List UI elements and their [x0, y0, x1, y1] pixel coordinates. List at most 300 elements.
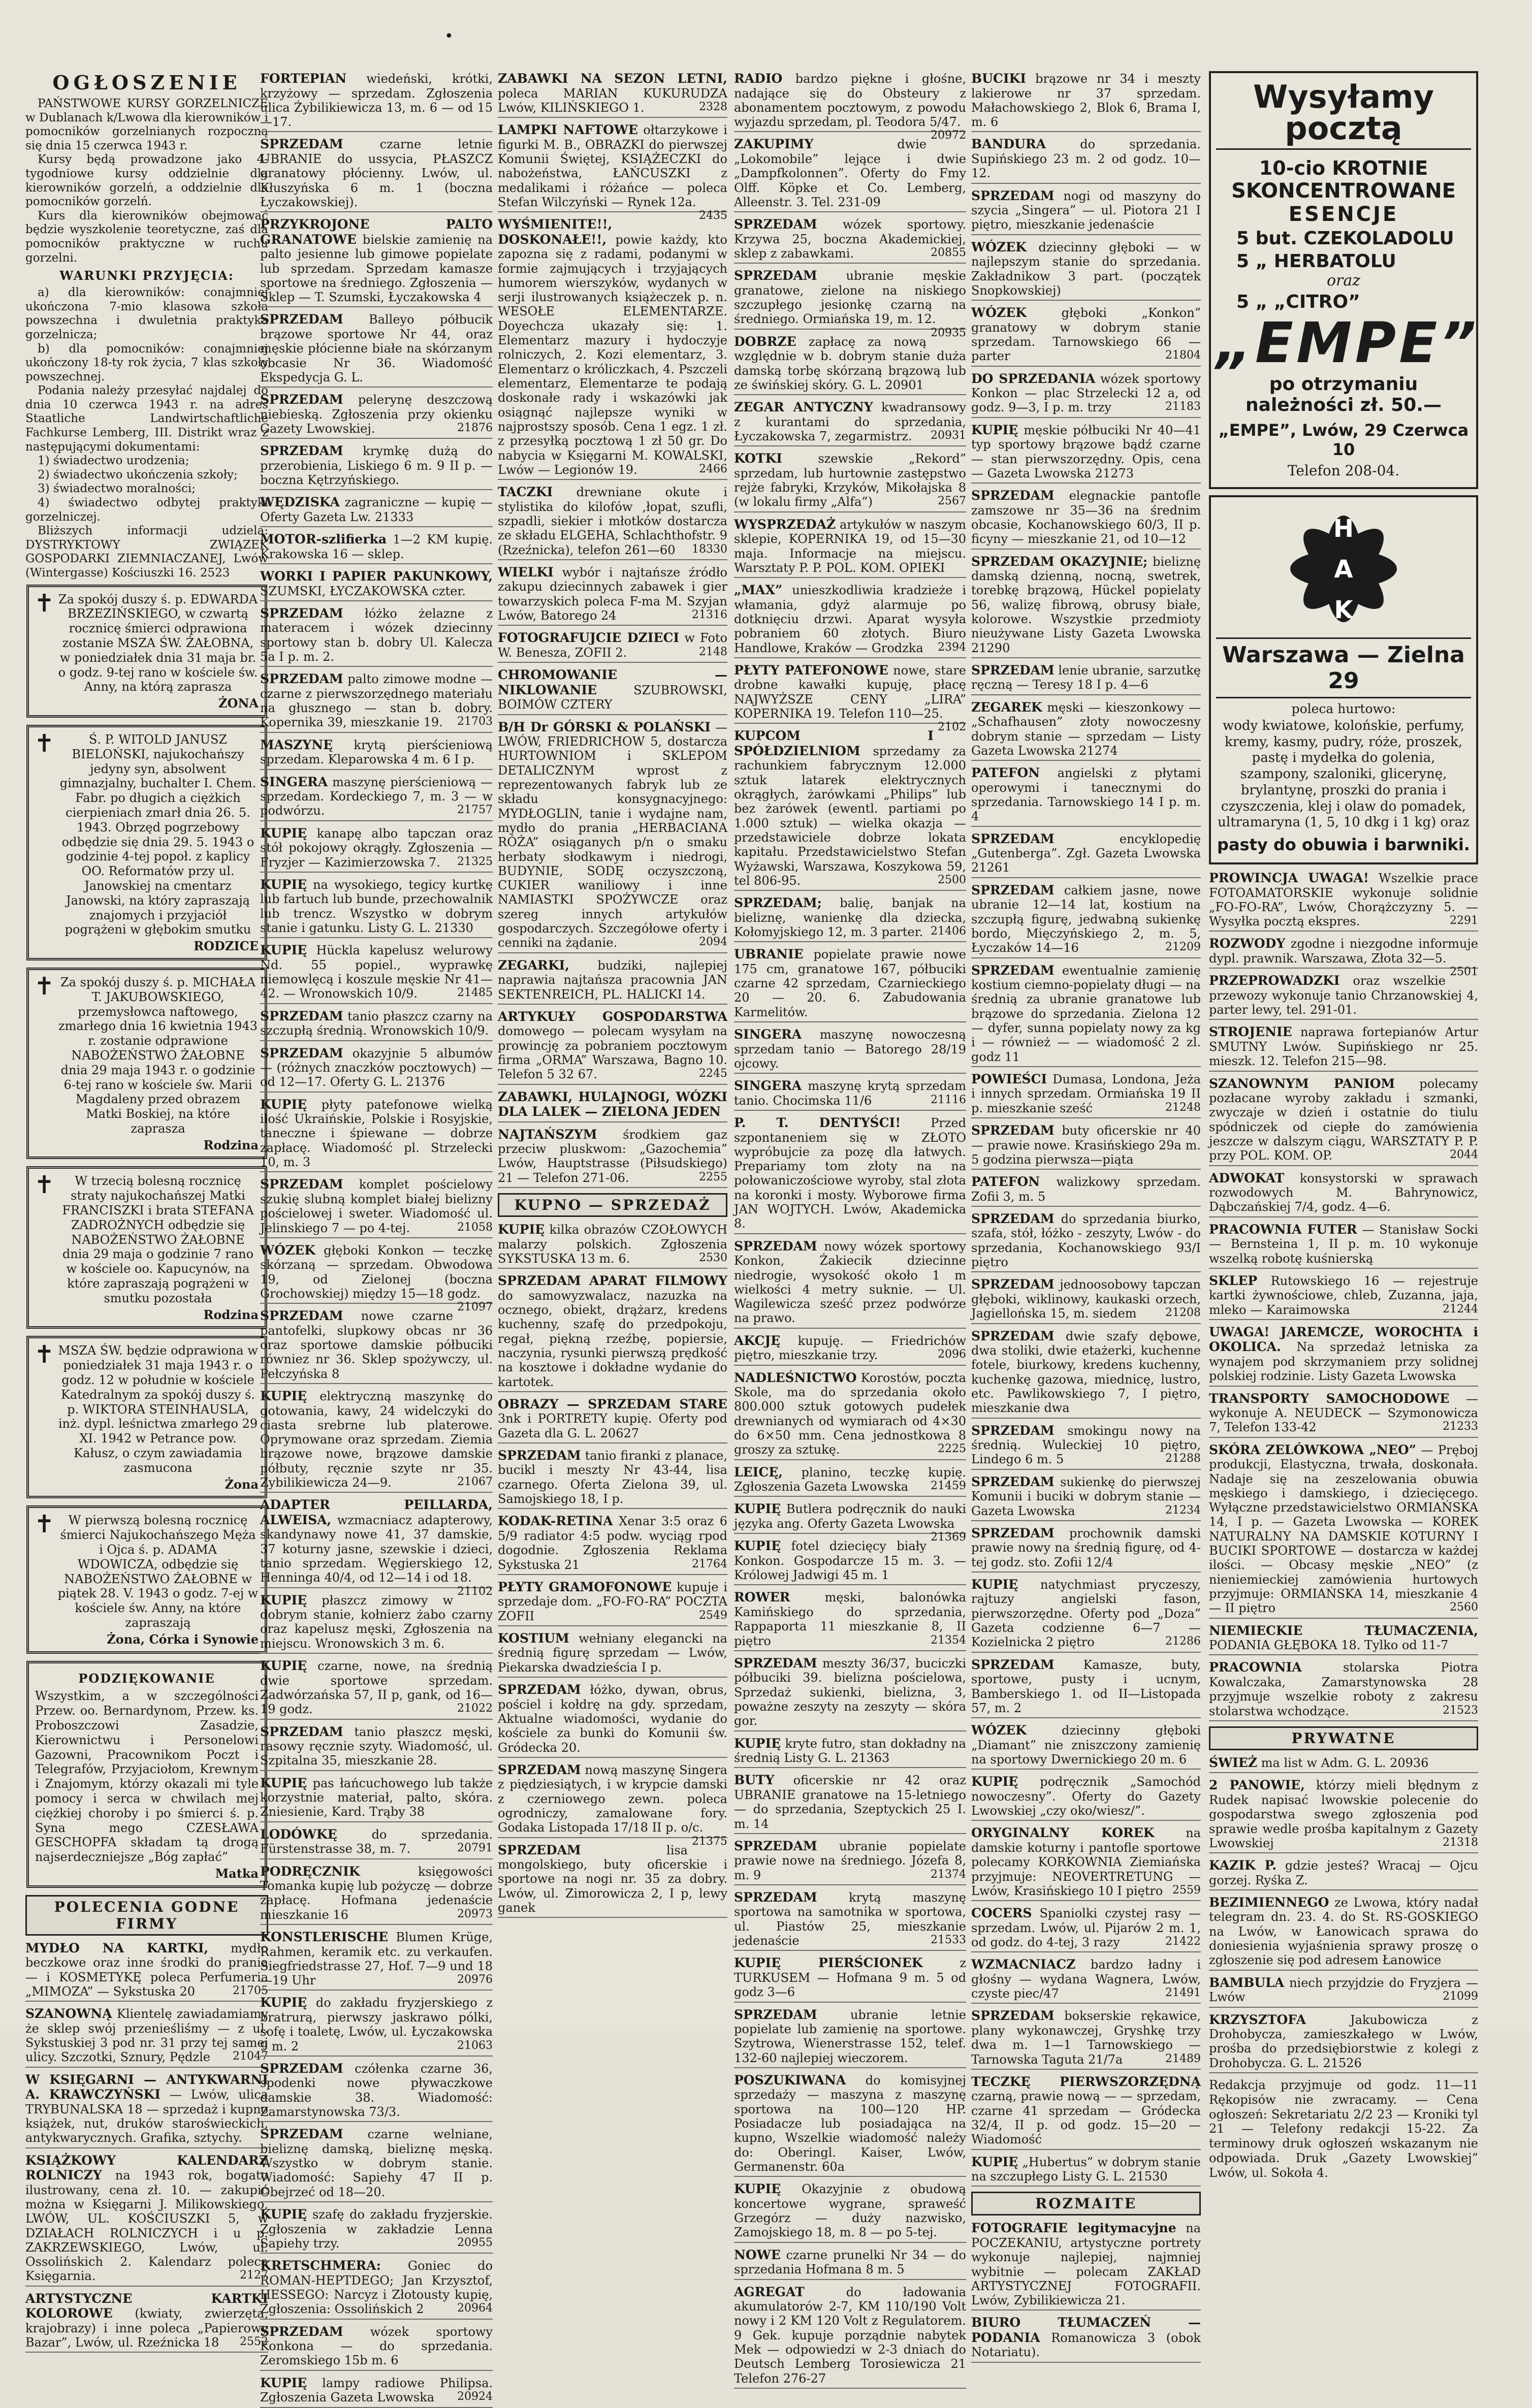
col4-ads: [734, 71, 966, 2389]
classified-ad: [971, 188, 1201, 235]
ad-code: 20855: [931, 246, 966, 259]
classified-ad: [971, 240, 1201, 301]
classified-ad: [260, 2375, 493, 2408]
ad-lead: ZEGAR ANTYCZNY: [734, 400, 873, 415]
ad-text: mydło beczkowe oraz inne środki do prania — i KOSMETYKĘ poleca Perfumeria „MIMOZA” — Sykstuska 20: [25, 1941, 268, 1999]
classified-ad: [1209, 936, 1478, 979]
ad-lead: MASZYNĘ: [260, 737, 333, 752]
ad-text: Hückla kapelusz welurowy Nd. 55 popiel., wyprawkę niemowlęcą i koszule męskie Nr 41—42. — Wronowskich 10/9.: [260, 943, 493, 1001]
empe-address: „EMPE”, Lwów, 29 Czerwca 10: [1218, 421, 1469, 459]
ad-lead: COCERS: [971, 1906, 1032, 1921]
ad-lead: NOWE: [734, 2247, 781, 2262]
ad-text: drewniane okute i stylistika do kilofów ,łopat, szufli, szpadli, siekier i młotków dostarcza ze składu ELGEHA, Schlachthofstr. 9 (Rzeźnicka), telefon 261—60: [498, 485, 727, 557]
ad-text: szafę do zakładu fryzjerskie. Zgłoszenia w zakładzie Lenna Sapiehy trzy.: [260, 2207, 493, 2251]
ad-lead: BEZIMIENNEGO: [1209, 1895, 1329, 1910]
ad-text: — LWÓW, FRIEDRICHOW 5, dostarcza HURTOWNIOM i SKLEPOM DETALICZNYM wprost z reprezentowanych fabryk lub ze składu konsygnacyjnego: MYDŁOGLIN, tanie i wydajne nam, mydło do prania „HERBACIANA RÓŻA” osiąganych p/n o smaku herbaty słodkawym i niedrogi, BUDYNIE, SODĘ oczyszczoną, CUKIER waniliowy i inne NAMIASTKI SPOŻYWCZE oraz szereg innych artykułów gospodarczych. Szczegółowe oferty i cenniki na żądanie.: [498, 720, 727, 950]
ad-text: planino, teczkę kupię. Zgłoszenia Gazeta Lwowska: [734, 1465, 966, 1494]
classified-ad: [25, 2006, 268, 2067]
ad-text: oraz wszelkie przewozy wykonuje tanio Chrzanowskiej 4, parter lewy, tel. 291-01.: [1209, 974, 1478, 1017]
ad-lead: ROWER: [734, 1590, 790, 1605]
ad-lead: KUPIĘ: [260, 943, 307, 958]
ad-lead: ZABAWKI NA SEZON LETNI,: [498, 71, 727, 86]
classified-ad: [260, 1827, 493, 1859]
ad-text: szewskie „Rekord” sprzedam, lub hurtownie zastępstwo rejże fabryki, Krzyków, Mikołajska 8 (w lokalu firmy „Alfa”): [734, 452, 966, 509]
classified-ad: [971, 1957, 1201, 2004]
ad-lead: KUPIĘ PIERŚCIONEK: [734, 1955, 923, 1971]
ad-code: 21116: [931, 1093, 966, 1106]
ad-text: czarne welniane, bieliznę damską, bieliznę męską. Wszystko w dobrym stanie. Wiadomość: Sapiehy 47 II p. Obejrzeć od 18—20.: [260, 2127, 493, 2199]
ad-lead: NADLEŚNICTWO: [734, 1370, 857, 1385]
ad-text: do sprzedania. Supińskiego 23 m. 2 od godz. 10—12.: [971, 137, 1201, 181]
ad-lead: SZANOWNĄ: [25, 2006, 112, 2021]
classified-ad: [971, 1123, 1201, 1170]
ad-text: Kamasze, buty, sportowe, pusty i ucnym, Bamberskiego 1. od II—Listopada 57, m. 2: [971, 1657, 1201, 1715]
empe-item-1: 5 but. CZEKOLADOLU: [1236, 228, 1454, 249]
classified-ad: [25, 2291, 268, 2353]
col3-ads-b: [498, 1222, 727, 1918]
obituary-box: [26, 725, 267, 960]
column-3: [498, 71, 727, 2001]
ad-code: 21369: [931, 1531, 966, 1544]
ad-code: 21422: [1165, 1935, 1201, 1948]
classified-ad: [971, 831, 1201, 878]
ad-lead: 2 PANOWIE,: [1209, 1778, 1305, 1793]
ad-lead: KOTKI: [734, 451, 782, 466]
ad-text: Korostów, poczta Skole, ma do sprzedania około 800.000 sztuk gotowych pudełek drewnianych od wymiarach od 4×30 do 6×50 mm. Cena jednostkowa 8 groszy za sztukę.: [734, 1370, 966, 1457]
ad-code: 21208: [1165, 1306, 1201, 1320]
ad-text: dwie „Lokomobile” lejące i dwie „Dampfkolonnen”. Oferty do Fmy Olff. Köpke et Co. Lemberg, Alleenstr. 3. Tel. 231-09: [734, 137, 966, 209]
classified-ad: [1209, 871, 1478, 932]
classified-ad: [498, 1580, 727, 1626]
hak-logo-icon: [1275, 505, 1412, 632]
ad-lead: SPRZEDAM: [260, 1308, 343, 1324]
ad-text: czarne, nowe, na średnią dwie sportowe sprzedam. Zadwórzańska 57, II p, gank, od 16—19 godz.: [260, 1659, 493, 1717]
empe-phone: Telefon 208-04.: [1287, 462, 1400, 479]
ad-code: 21876: [457, 422, 493, 434]
classified-ad: [734, 1239, 966, 1329]
classified-ad: [1209, 1755, 1478, 1774]
ad-text: czółenka czarne 36, spodenki nowe pływaczkowe damskie 38. Wiadomość: Zamarstynowska 73/3.: [260, 2061, 493, 2119]
classified-ad: [734, 2248, 966, 2280]
ad-code: 2044: [1450, 1148, 1478, 1162]
ad-text: stolarska Piotra Kowalczaka, Zamarstynowska 28 przyjmuje wszelkie roboty z zakresu stolarstwa wchodzące.: [1209, 1660, 1478, 1718]
ad-lead: TECZKĘ PIERWSZORZĘDNĄ: [971, 2074, 1201, 2089]
classified-ad: [260, 1497, 493, 1598]
ad-code: 2255: [699, 1170, 727, 1183]
ad-lead: KUPIĘ: [971, 2154, 1018, 2169]
classified-ad: [260, 1776, 493, 1822]
cross-icon: ✝: [34, 1340, 55, 1369]
classified-ad: [971, 1906, 1201, 1952]
ad-text: natychmiast pryczeszy, rajtuzy angielski fason, pierwszorzędne. Oferty pod „Doza” Gazeta codzienne 6—7 — Kozielnicka 2 piętro: [971, 1577, 1201, 1650]
classified-ad: [734, 334, 966, 395]
ad-lead: KUPIĘ: [260, 1995, 307, 2010]
classified-ad: [25, 2072, 268, 2148]
classified-ad: [971, 1723, 1201, 1770]
ad-lead: KRZYSZTOFA: [1209, 2012, 1306, 2027]
classified-ad: [971, 305, 1201, 366]
ad-text: poleca MARIAN KUKURUDZA Lwów, KILIŃSKIEGO 1.: [498, 86, 727, 115]
classified-ad: [1209, 1222, 1478, 1269]
ad-lead: SPRZEDAM: [734, 1838, 817, 1853]
classified-ad: [260, 443, 493, 490]
ad-text: maszynę pierścieniową — sprzedam. Kordeckiego 7, m. 3 — w podwórzu.: [260, 775, 493, 818]
thanks-title: PODZIĘKOWANIE: [78, 1671, 215, 1686]
col2-ads: [260, 71, 493, 2408]
ad-text: wełniany elegancki na średnią figurę sprzedam — Lwów, Piekarska dwadzieścia I p.: [498, 1631, 727, 1675]
ad-text: łóżko, dywan, obrus, pościel i kołdrę na gdy. sprzedam, Aktualne wiadomości, wydanie do kościele za bunki do Komunii św. Gródecka 20.: [498, 1683, 727, 1755]
ad-lead: SPRZEDAM: [734, 1238, 817, 1254]
ad-text: komplet pościelowy szukię slubną komplet białej bielizny pościelowej i sweter. Wiadomość ul. Jelinskiego 7 — po 4-tej.: [260, 1177, 493, 1235]
classified-ad: [260, 392, 493, 439]
notice-condition: Bliższych informacji udziela: DYSTRYKTOWY ZWIĄZEK GOSPODARKI ZIEMNIACZANEJ, Lwów (Wintergasse) Kościuszki 16. 2523: [25, 524, 268, 580]
hak-body: wody kwiatowe, kolońskie, perfumy, kremy, kasmy, pudry, róże, proszek, pastę i mydełka do golenia, szampony, szaloniki, glicerynę, brylantynę, proszki do prania i czyszczenia, klej i olaw do pomadek, ultramaryna (1, 5, 10 dkg i 1 kg) oraz: [1218, 718, 1470, 830]
ad-code: 2127: [240, 2269, 268, 2282]
ad-text: unieszkodliwia kradzieże i włamania, gdyż alarmuje po dotknięciu drzwi. Aparat wysyła pobraniem 60 złotych. Biuro Handlowe, Kraków — Grodzka: [734, 583, 966, 655]
obituary-text: Za spokój duszy ś. p. MICHAŁA T. JAKUBOWSKIEGO, przemysłowca naftowego, zmarłego dnia 16 kwietnia 1943 r. zostanie odprawione NABOŻEŃSTWO ŻAŁOBNE dnia 29 maja 1943 r. o godzinie 6-tej rano w kościele św. Marii Magdaleny przed obrazem Matki Boskiej, na które zaprasza: [58, 975, 258, 1136]
ad-lead: SPRZEDAM: [260, 1177, 343, 1192]
ad-text: kupuje i sprzedaje dom. „FO-FO-RA” POCZTA ZOFII: [498, 1580, 727, 1623]
ad-text: Rutowskiego 16 — rejestruje kartki żywnościowe, chleb, Zuzanna, jaja, mleko — Karaimowska: [1209, 1273, 1478, 1317]
ad-code: 21316: [692, 608, 727, 622]
ad-text: krymkę dużą do przerobienia, Liskiego 6 m. 9 II p. — boczna Kętrzyńskiego.: [260, 444, 493, 488]
ad-text: do zakładu fryzjerskiego z bratrurą, pierwszy jaskrawo pólki, sofę i toaletę, Lwów, ul. Łyczakowska 9 m. 2: [260, 1996, 493, 2053]
classified-ad: [734, 1501, 966, 1544]
obituary-text: W trzecią bolesną rocznicę straty najukochańszej Matki FRANCISZKI i brata STEFANA ZADROŻNYCH odbędzie się NABOŻEŃSTWO ŻAŁOBNE dnia 29 maja o godzinie 7 rano w kościele oo. Kapucynów, na które zapraszają pogrążeni w smutku pozostała: [62, 1174, 254, 1305]
ad-text: Okazyjnie z obudową koncertowe wygrane, spraweść Grzegórz — duży nazwisko, Zamojskiego 18, m. 8 — po 5-tej.: [734, 2182, 966, 2240]
ad-lead: PRACOWNIA FUTER: [1209, 1222, 1357, 1237]
ad-lead: SPRZEDAM: [971, 1328, 1055, 1343]
classified-ad: [734, 217, 966, 264]
ad-text: 1—2 KM kupię. Krakowska 16 — sklep.: [260, 532, 493, 561]
classified-ad: [260, 569, 493, 601]
ad-lead: SPRZEDAM: [971, 1525, 1055, 1540]
ad-code: 20964: [457, 2302, 493, 2315]
ad-code: 2552: [240, 2335, 268, 2349]
ad-lead: TRANSPORTY SAMOCHODOWE: [1209, 1391, 1450, 1406]
notice-paragraph: Kurs dla kierowników obejmować będzie wyszkolenie teoretyczne, zaś dla pomocników praktyczne w ruchu gorzelni.: [25, 209, 268, 265]
ad-lead: SPRZEDAM: [971, 488, 1055, 503]
ad-lead: KUPIĘ: [260, 1592, 307, 1608]
ad-text: polecamy pozłacane wyroby zakładu i szmanki, zwyczaje w dzień i ostatnie do tiulu spódniczek od ciepłe do zamówienia jeszcze w dalszym ciągu, WARSZTATY P. P. przy POL. KOM. OP.: [1209, 1076, 1478, 1163]
ad-text: głęboki Konkon — teczkę skórzaną — sprzedam. Obwodowa 19, od Zielonej (boczna Grochowskiej) między 15—18 godz.: [260, 1243, 493, 1301]
ad-lead: ADAPTER PEILLARDA, ALWEISA,: [260, 1497, 493, 1527]
ad-lead: KUPIĘ: [734, 1538, 781, 1554]
ad-text: krytą pierścieniową sprzedam. Kleparowska 4 m. 6 I p.: [260, 737, 493, 767]
empe-brand: „EMPE”: [1216, 310, 1480, 375]
ad-lead: KUPIĘ: [260, 2207, 307, 2222]
classified-ad: [1209, 1325, 1478, 1387]
column-4: [734, 71, 967, 2386]
ad-code: 2394: [938, 640, 966, 654]
ad-lead: SPRZEDAM: [260, 2061, 343, 2076]
ad-lead: PŁYTY GRAMOFONOWE: [498, 1579, 672, 1594]
ad-code: 2567: [938, 495, 966, 508]
ad-text: Goniec do ROMAN-HEPTDEGO; Jan Krzysztof, HESSEGO: Narcyz i Złotousty kupię, Zgłoszenia: Ossolińskich 2: [260, 2259, 493, 2317]
classified-ad: [734, 1773, 966, 1834]
ad-lead: KUPIĘ: [260, 825, 307, 841]
classified-ad: [971, 2155, 1201, 2187]
ad-lead: KUPIĘ: [260, 877, 307, 892]
obituary-sign: RODZICE: [194, 939, 259, 954]
classified-ad: [971, 1211, 1201, 1272]
ad-code: 21209: [1165, 941, 1201, 954]
ad-text: oficerskie nr 42 oraz UBRANIE granatowe na 15-letniego — do sprzedania, Szeptyckich 25 I. m. 14: [734, 1773, 966, 1831]
ad-text: do sprzedania. Fürstenstrasse 38, m. 7.: [260, 1827, 493, 1856]
ad-text: wózek sportowy. Krzywa 25, boczna Akademickiej, sklep z zabawkami.: [734, 217, 966, 261]
classified-ad: [498, 958, 727, 1005]
classified-ad: [1209, 1660, 1478, 1721]
ad-lead: SPRZEDAM: [498, 1762, 581, 1777]
ad-text: Wszelkie prace FOTOAMATORSKIE wykonuje solidnie „FO-FO-RA”, Lwów, Chorążczyzny 5. — Wysyłka pocztą ekspres.: [1209, 871, 1478, 929]
classified-ad: [260, 826, 493, 873]
ad-lead: SPRZEDAM: [260, 1045, 343, 1061]
ad-text: naprawa fortepianów Artur SMUTNY Lwów. Supińskiego nr 25. mieszk. 12. Telefon 215—98.: [1209, 1025, 1478, 1069]
ad-lead: W KSIĘGARNI — ANTYKWARNI A. KRAWCZYŃSKI: [25, 2072, 268, 2102]
ad-text: zgodne i niezgodne informuje dypl. prawnik. Warszawa, Złota 32—5.: [1209, 937, 1478, 966]
section-prywatne: PRYWATNE: [1209, 1726, 1478, 1750]
classified-ad: [971, 663, 1201, 695]
classified-ad: [971, 1774, 1201, 1821]
obituary-sign: ŻONA: [218, 696, 259, 711]
ad-text: maszynę krytą sprzedam tanio. Chocimska 11/6: [734, 1079, 966, 1108]
ad-lead: SPRZEDAM;: [734, 895, 822, 911]
ad-lead: MOTOR-szlifierka: [260, 532, 387, 547]
ad-code: 20955: [457, 2236, 493, 2249]
column-5: [971, 71, 1201, 2360]
ad-text: Klientelę zawiadamiamy że sklep swój przenieśliśmy — z ul. Sykstuskiej 3 pod nr. 31 przy tej samej ulicy. Szczotki, Sznury, Pędzle: [25, 2007, 268, 2065]
obituary-text: W pierwszą bolesną rocznicę śmierci Najukochańszego Męża i Ojca ś. p. ADAMA WDOWICZA, odbędzie się NABOŻEŃSTWO ŻAŁOBNE w piątek 28. V. 1943 o godz. 7-ej w kościele św. Anny, na które zapraszają: [57, 1513, 259, 1630]
classified-ad: [971, 1526, 1201, 1572]
ad-lead: SPRZEDAM: [734, 2007, 817, 2022]
ad-lead: KUPIĘ: [971, 1577, 1018, 1592]
ad-code: 21374: [931, 1868, 966, 1881]
thanks-sign: Matka: [215, 1866, 259, 1881]
ad-lead: ZEGARKI,: [498, 957, 569, 973]
ad-code: 21491: [1165, 1986, 1201, 2000]
ad-text: bardzo ładny i głośny — wydana Wagnera, Lwów, czyste piec/47: [971, 1957, 1201, 2001]
obituary-text: Ś. P. WITOLD JANUSZ BIELOŃSKI, najukochańszy jedyny syn, absolwent gimnazjalny, buchalter I. Chem. Fabr. po długich a ciężkich cierpieniach zmarł dnia 26. 5. 1943. Obrzęd pogrzebowy odbędzie się dnia 29. 5. 1943 o godzinie 4-tej popoł. z kaplicy OO. Reformatów przy ul. Janowskiej na cmentarz Janowski, na który zapraszają znajomych i przyjaciół pogrążeni w głębokim smutku: [59, 732, 257, 937]
ad-text: — wykonuje A. NEUDECK — Szymonowicza 7, Telefon 133-42: [1209, 1391, 1478, 1435]
ad-code: 2501: [1450, 966, 1478, 979]
hak-letter-h: H: [1333, 515, 1354, 543]
ad-lead: KUPIĘ: [260, 1097, 307, 1112]
cross-icon: ✝: [34, 1510, 55, 1539]
ad-text: kupuję. — Friedrichów piętro, mieszkanie trzy.: [734, 1333, 966, 1363]
classified-ad: [734, 517, 966, 578]
ad-text: ubranie letnie popielate lub zamienię na sportowe. Szytrowa, Wienerstrasse 152, telef. 132-60 najlepiej wieczorem.: [734, 2007, 966, 2065]
classified-ad: [1209, 973, 1478, 1020]
ad-code: 18330: [692, 542, 727, 556]
ad-text: smokingu nowy na średnią. Wuleckiej 10 piętro, Lindego 6 m. 5: [971, 1423, 1201, 1467]
ad-lead: SPRZEDAM: [260, 2127, 343, 2142]
ad-code: 21533: [931, 1934, 966, 1947]
ad-lead: ADWOKAT: [1209, 1170, 1285, 1185]
obituary-box: [26, 1505, 267, 1653]
classified-ad: [25, 1941, 268, 2002]
classified-ad: [498, 630, 727, 663]
notice-condition: 3) świadectwo moralności;: [38, 482, 196, 496]
column-1: [25, 71, 268, 2350]
classified-ad: [734, 895, 966, 942]
classified-ad: [971, 2008, 1201, 2069]
classified-ad: [498, 1222, 727, 1269]
notice-paragraph: PAŃSTWOWE KURSY GORZELNICZE w Dublanach k/Lwowa dla kierowników i pomocników gorzelnianych rozpoczną się dnia 15 czerwca 1943 r.: [25, 97, 268, 152]
ad-text: zagraniczne — kupię — Oferty Gazeta Lw. 21333: [260, 495, 493, 524]
ad-code: 21489: [1165, 2052, 1201, 2065]
classified-ad: [971, 1329, 1201, 1419]
ad-text: walizkowy sprzedam. Zofii 3, m. 5: [971, 1175, 1201, 1204]
ad-text: męskie półbuciki Nr 40—41 typ sportowy brązowe bądź czarne — stan pierwszorzędny. Opis, cena — Gazeta Lwowska 21273: [971, 423, 1201, 480]
hak-letter-k: K: [1334, 596, 1353, 624]
classified-ad: [971, 1423, 1201, 1470]
classified-ad: [260, 1389, 493, 1493]
ad-text: — Stanisław Socki — Bernsteina 1, II p. m. 10 wykonuje wszelką robotę kuśnierską: [1209, 1222, 1478, 1266]
ad-text: „Hubertus” w dobrym stanie na szczupłego Listy G. L. 21530: [971, 2155, 1201, 2184]
ad-lead: DOBRZE: [734, 334, 796, 349]
classified-ad: [734, 1955, 966, 2002]
classified-ad: [1209, 1895, 1478, 1971]
empe-advert: [1209, 71, 1478, 489]
classified-ad: [260, 877, 493, 938]
ad-code: 21406: [931, 925, 966, 938]
col5-ads: [971, 71, 1201, 2187]
ad-lead: ARTYKUŁY GOSPODARSTWA: [498, 1009, 727, 1024]
ad-code: 20924: [457, 2390, 493, 2403]
hak-advert: [1209, 495, 1478, 864]
classified-ad: [734, 400, 966, 446]
classified-ad: [971, 883, 1201, 958]
ad-lead: DO SPRZEDANIA: [971, 371, 1096, 386]
ad-text: krytą maszynę sportowa na samotnika w sportowa, ul. Piastów 25, mieszkanie jedenaście: [734, 1890, 966, 1948]
classified-ad: [498, 485, 727, 560]
ad-lead: RADIO: [734, 71, 783, 86]
column-2: [260, 71, 493, 2405]
ad-text: 3nk i PORTRETY kupię. Oferty pod Gazeta dla G. L. 20627: [498, 1411, 727, 1440]
ad-lead: KUPIĘ: [260, 1775, 307, 1790]
classified-ad: [498, 1448, 727, 1509]
ad-text: palto zimowe modne — czarne z pierwszorzędnego materiału na głusznego — stan b. dobry. Kopernika 39, mieszkanie 19.: [260, 672, 493, 730]
ad-lead: SPRZEDAM: [734, 1889, 817, 1905]
classified-ad: [260, 2324, 493, 2371]
ad-text: Romanowicza 3 (obok Notariatu).: [971, 2330, 1201, 2360]
ad-text: SZUMSKI, ŁYCZAKOWSKA czter.: [260, 584, 466, 598]
ad-text: brązowe nr 34 i meszty lakierowe nr 37 sprzedam. Małachowskiego 2, Blok 6, Brama I, m. 6: [971, 72, 1201, 130]
classified-ad: [260, 1046, 493, 1093]
cross-icon: ✝: [34, 589, 55, 618]
ad-lead: LODÓWKĘ: [260, 1826, 337, 1842]
ad-text: łóżko żelazne z materacem i wózek dziecinny sportowy stan b. dobry Ul. Kalecza 5a I p. m. 2.: [260, 606, 493, 664]
classified-ad: [734, 583, 966, 658]
classified-ad: [971, 488, 1201, 549]
ad-lead: SPRZEDAM: [498, 1682, 581, 1697]
classified-ad: [498, 1514, 727, 1575]
ad-text: SZUBROWSKI, BOIMÓW CZTERY: [498, 683, 727, 712]
classified-ad: [734, 71, 966, 142]
ad-lead: KUPIĘ: [260, 2375, 307, 2390]
classified-ad: [498, 1089, 727, 1122]
classified-ad: [498, 1631, 727, 1678]
ad-lead: BAMBULA: [1209, 1975, 1285, 1990]
ad-code: 2466: [699, 462, 727, 475]
ad-text: czarną, prawie nową — — sprzedam, czarne 41 sprzedam — Gródecka 32/4, II p. od godz. 15—20 — Wiadomość: [971, 2089, 1201, 2147]
classified-ad: [1209, 1975, 1478, 2008]
ad-text: Blumen Krüge, Rahmen, keramik etc. zu verkaufen. Siegfriedstrasse 27, Hof. 7—9 und 18—19 Uhr: [260, 1930, 493, 1988]
classified-ad: [971, 963, 1201, 1067]
classified-ad: [734, 1115, 966, 1234]
ad-code: 21375: [692, 1835, 727, 1848]
classified-ad: [971, 1474, 1201, 1521]
classified-ad: [260, 2061, 493, 2122]
ad-lead: KUPIĘ: [260, 1389, 307, 1403]
ad-text: kryte futro, stan dokładny na średnią Listy G. L. 21363: [734, 1736, 966, 1765]
classified-ad: [260, 606, 493, 667]
classified-ad: [260, 1097, 493, 1173]
ad-text: PODANIA GŁĘBOKA 18. Tylko od 11-7: [1209, 1638, 1449, 1653]
ad-text: na damskie koturny i pantofle sportowe polecamy KORKOWNIA Ziemiańska przyjmuje: NEOVERTRETUNG — Lwów, Krasińskiego 10 I piętro: [971, 1826, 1201, 1898]
section-rozmaite: ROZMAITE: [971, 2192, 1201, 2216]
ad-text: — Pręboj produkcji, Elastyczna, trwała, doskonała. Nadaje się na zeszelowania obuwia męskiego i damskiego, i dziecięcego. Wyłączne przedstawicielstwo ORMIAŃSKA 14, I p. — Gazeta Lwowska — KOREK NATURALNY NA DAMSKIE KOTURNY I BUCIKI SPORTOWE — dostarcza w każdej ilości. — Obcasy męskie „NEO” (z nieniemieckiej zamówienia hurtowych przyjmuje: ORMIAŃSKA 14, mieszkanie 4 — II piętro: [1209, 1442, 1478, 1616]
column-6: [1209, 71, 1480, 2180]
ad-lead: PŁYTY PATEFONOWE: [734, 662, 888, 678]
classified-ad: [971, 137, 1201, 183]
ad-text: czarne letnie UBRANIE do ussycia, PŁASZCZ granatowy płócienny. Lwów, ul. Kłuszyńska 6 m. 1 (boczna Łyczakowskiej).: [260, 137, 493, 209]
ad-lead: SPRZEDAM: [260, 1008, 343, 1023]
classified-ad: [260, 1995, 493, 2056]
ad-lead: PRACOWNIA: [1209, 1660, 1302, 1675]
ad-lead: WÓZEK: [971, 305, 1027, 320]
ad-lead: TACZKI: [498, 485, 553, 500]
classified-ad: [971, 2221, 1201, 2310]
ad-text: Butlera podręcznik do nauki języka ang. Oferty Gazeta Lwowska: [734, 1502, 966, 1531]
ad-lead: SPRZEDAM: [971, 2008, 1055, 2024]
ad-lead: SPRZEDAM: [260, 392, 343, 407]
classified-ad: [260, 1930, 493, 1990]
ad-lead: SPRZEDAM: [260, 1724, 343, 1739]
ad-text: jednoosobowy tapczan głęboki, wiklinowy, kaukaski orzech, Jagiellońska 15, m. siedem: [971, 1277, 1201, 1321]
ad-code: 21325: [457, 855, 493, 868]
ad-lead: SPRZEDAM: [260, 671, 343, 687]
ad-code: 2549: [699, 1609, 727, 1622]
ad-text: podręcznik „Samochód nowoczesny”. Oferty do Gazety Lwowskiej „czy oko/wiesz/”.: [971, 1775, 1201, 1818]
ad-code: 21318: [1443, 1836, 1478, 1849]
ad-text: na wysokiego, tegicy kurtkę lub fartuch lub bunde, przechowalnik lub trencz. Wszystko w dobrym stanie i gatunku. Listy G. L. 21330: [260, 877, 493, 935]
ad-lead: AKCJĘ: [734, 1333, 781, 1348]
ad-text: buty oficerskie nr 40 — prawie nowe. Krasińskiego 29a m. 5 godzina pierwsza—piąta: [971, 1123, 1201, 1167]
obituary-text: MSZA ŚW. będzie odprawiona w poniedziałek 31 maja 1943 r. o godz. 12 w południe w kościele Katedralnym za spokój duszy ś. p. WIKTORA STEINHAUSLA, inż. dypl. leśnictwa zmarłego 29 XI. 1942 w Petrance pow. Kałusz, o czym zawiadamia zasmucona: [58, 1343, 258, 1475]
ad-lead: „MAX”: [734, 583, 783, 598]
classified-ad: [498, 71, 727, 118]
ad-lead: KOSTIUM: [498, 1630, 569, 1646]
classified-ad: [260, 2127, 493, 2202]
ad-code: 2500: [938, 873, 966, 886]
ad-text: fotel dziecięcy biały Konkon. Gospodarcze 15 m. 3. — Królowej Jadwigi 45 m. 1: [734, 1539, 966, 1583]
ad-code: 21244: [1443, 1302, 1478, 1315]
hak-address: Warszawa — Zielna 29: [1216, 637, 1471, 698]
ad-lead: SPRZEDAM: [260, 2324, 343, 2339]
thanks-text: Wszystkim, a w szczególności Przew. oo. Bernardynom, Przew. ks. Proboszczowi Zasadzie, Kierownictwu i Personelowi Gazowni, Pracownikom Poczt i Telegrafów, Przyjaciołom, Krewnym i Znajomym, którzy okazali mi tyle pomocy i serca w chwilach mej ciężkiej choroby i po śmierci ś. p. Syna mego CZESŁAWA GESCHOPFA składam tą drogą najserdeczniejsze „Bóg zapłać”: [35, 1689, 259, 1865]
ad-lead: AGREGAT: [734, 2284, 805, 2299]
empe-line1: 10-cio KROTNIE: [1259, 157, 1428, 179]
ad-lead: SPRZEDAM: [498, 1448, 581, 1463]
classified-ad: [971, 765, 1201, 826]
classified-ad: [1209, 1623, 1478, 1656]
ad-text: ewentualnie zamienię kostium ciemno-popielaty długi — na średnią za ubranie granatowe lub brązowe do sprzedania. Zielona 12 — dyfer, sunna popielaty nowy za kg i — również — — wiadomość 2 zl. godz 11: [971, 963, 1201, 1064]
notice-condition: 4) świadectwo odbytej praktyki gorzelniczej.: [25, 496, 268, 524]
ad-text: bardzo piękne i głośne, nadające się do Obsteury z abonamentem pocztowym, z powodu wyjazdu sprzedam, pl. Teodora 5/47.: [734, 72, 966, 130]
classified-ad: [734, 1027, 966, 1074]
ad-lead: KUPIĘ: [498, 1222, 545, 1237]
